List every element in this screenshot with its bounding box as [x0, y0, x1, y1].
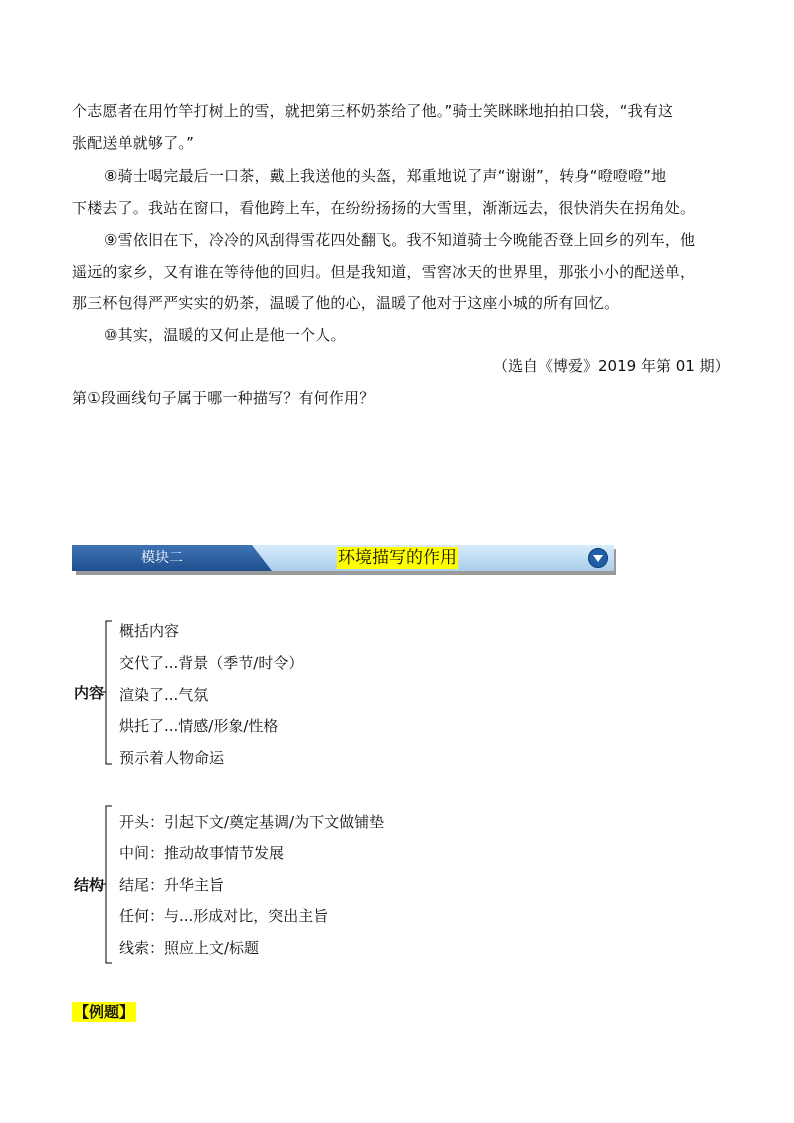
content-item: 交代了...背景（季节/时令）: [119, 654, 304, 672]
passage-paragraph-8: ⑧骑士喝完最后一口茶，戴上我送他的头盔，郑重地说了声“谢谢”，转身“噔噔噔”地: [104, 167, 667, 185]
module-banner: [72, 545, 614, 573]
content-label: 内容: [74, 684, 105, 702]
structure-label: 结构: [74, 876, 105, 894]
example-heading: 【例题】: [74, 1003, 135, 1021]
content-item: 预示着人物命运: [119, 749, 225, 767]
content-item: 烘托了...情感/形象/性格: [119, 717, 279, 735]
passage-line: 下楼去了。我站在窗口，看他跨上车，在纷纷扬扬的大雪里，渐渐远去，很快消失在拐角处。: [72, 199, 696, 217]
passage-source: （选自《博爱》2019 年第 01 期）: [493, 357, 730, 375]
structure-item: 线索：照应上文/标题: [119, 939, 260, 957]
structure-bracket: [100, 805, 114, 965]
passage-paragraph-9: ⑨雪依旧在下，冷冷的风刮得雪花四处翻飞。我不知道骑士今晚能否登上回乡的列车，他: [104, 231, 696, 249]
structure-item: 中间：推动故事情节发展: [119, 844, 285, 862]
passage-paragraph-10: ⑩其实，温暖的又何止是他一个人。: [104, 326, 346, 344]
content-bracket: [100, 620, 114, 766]
content-item: 渲染了...气氛: [119, 686, 209, 704]
passage-line: 张配送单就够了。”: [72, 134, 195, 152]
module-title: 环境描写的作用: [338, 548, 457, 568]
structure-item: 结尾：升华主旨: [119, 876, 225, 894]
collapse-chevron-icon[interactable]: [588, 548, 608, 568]
question-text: 第①段画线句子属于哪一种描写？有何作用？: [72, 389, 375, 407]
passage-line: 那三杯包得严严实实的奶茶，温暖了他的心，温暖了他对于这座小城的所有回忆。: [72, 294, 620, 312]
module-label: 模块二: [141, 550, 183, 566]
structure-item: 任何：与...形成对比，突出主旨: [119, 907, 329, 925]
passage-line: 个志愿者在用竹竿打树上的雪，就把第三杯奶茶给了他。”骑士笑眯眯地拍拍口袋，“我有这: [72, 102, 674, 120]
passage-line: 遥远的家乡，又有谁在等待他的回归。但是我知道，雪窖冰天的世界里，那张小小的配送单，: [72, 263, 696, 281]
content-item: 概括内容: [119, 622, 180, 640]
structure-item: 开头：引起下文/奠定基调/为下文做铺垫: [119, 813, 385, 831]
